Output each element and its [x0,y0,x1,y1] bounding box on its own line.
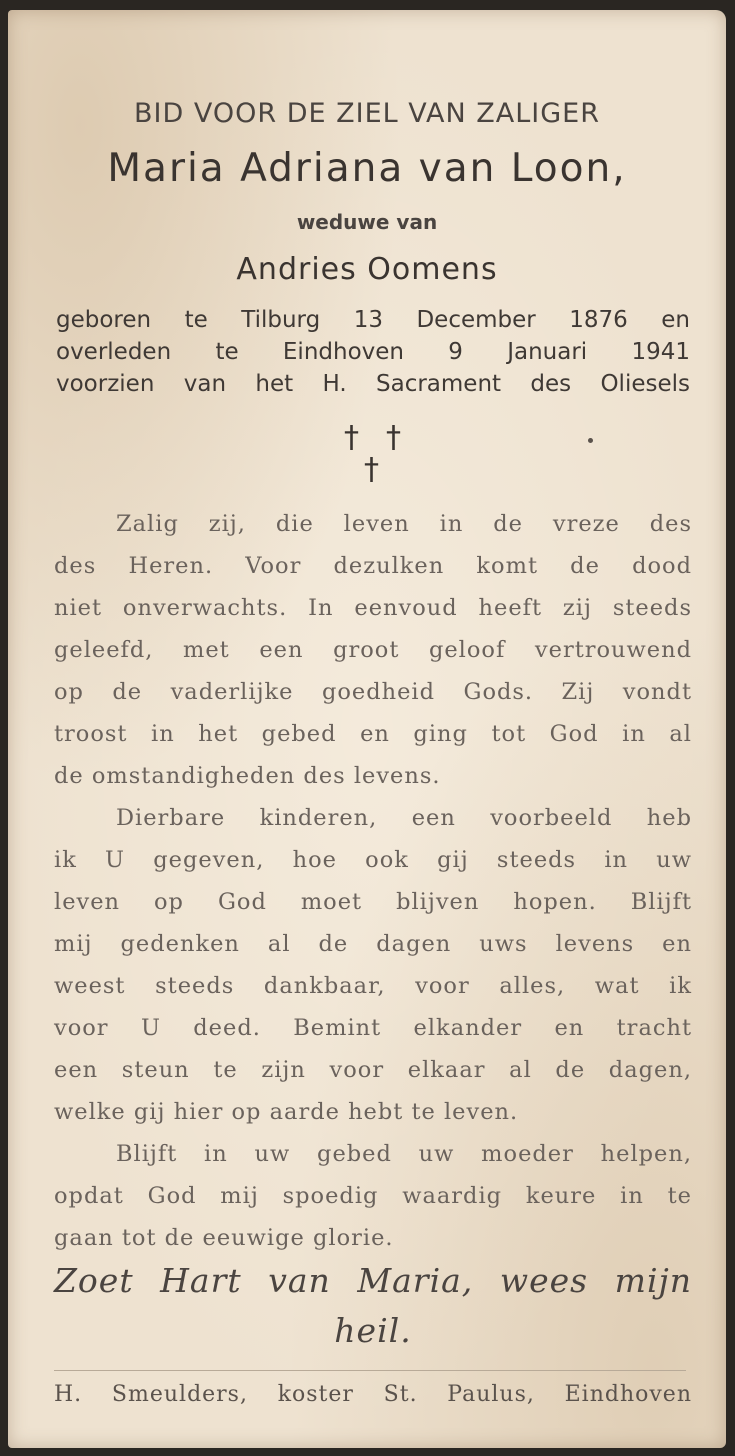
husband-name: Andries Oomens [236,252,498,287]
text-line: troost in het gebed en ging tot God in al [54,721,692,747]
text-line: Zalig zij, die leven in de vreze des [116,511,692,537]
text-line: de omstandigheden des levens. [54,763,441,789]
text-line: ik U gegeven, hoe ook gij steeds in uw [54,847,692,873]
widow-of-label: weduwe van [296,210,438,234]
card-heading: BID VOOR DE ZIEL VAN ZALIGER [134,98,600,129]
cross-icon: † [364,452,379,487]
cross-icon: † [386,420,401,455]
invocation-line: Zoet Hart van Maria, wees mijn [54,1261,692,1300]
text-line: niet onverwachts. In eenvoud heeft zij steeds [54,595,692,621]
crosses-ornament [308,415,428,495]
text-line: voor U deed. Bemint elkander en tracht [54,1015,692,1041]
text-line: opdat God mij spoedig waardig keure in te [54,1183,692,1209]
printer-credit: H. Smeulders, koster St. Paulus, Eindhoven [54,1382,692,1407]
memorial-card [8,10,726,1448]
deceased-name: Maria Adriana van Loon, [107,146,627,191]
sacrament-line: voorzien van het H. Sacrament des Oliesels [56,371,690,397]
divider [54,1370,686,1371]
death-line: overleden te Eindhoven 9 Januari 1941 [56,339,690,365]
birth-death-details [56,304,690,400]
text-line: een steun te zijn voor elkaar al de dagen, [54,1057,692,1083]
text-line: Dierbare kinderen, een voorbeeld heb [116,805,692,831]
paragraph-3 [54,1133,692,1259]
text-line: weest steeds dankbaar, voor alles, wat ik [54,973,692,999]
text-line: mij gedenken al de dagen uws levens en [54,931,692,957]
text-line: leven op God moet blijven hopen. Blijft [54,889,692,915]
paragraph-1 [54,503,692,797]
text-line: des Heren. Voor dezulken komt de dood [54,553,692,579]
text-line: welke gij hier op aarde hebt te leven. [54,1099,519,1125]
invocation [54,1256,692,1356]
cross-icon: † [344,420,359,455]
ink-dot [588,438,593,443]
prayer-text [54,503,692,1259]
birth-line: geboren te Tilburg 13 December 1876 en [56,307,690,333]
text-line: gaan tot de eeuwige glorie. [54,1225,394,1251]
invocation-line: heil. [334,1311,412,1350]
paragraph-2 [54,797,692,1133]
text-line: geleefd, met een groot geloof vertrouwend [54,637,692,663]
text-line: op de vaderlijke goedheid Gods. Zij vondt [54,679,692,705]
text-line: Blijft in uw gebed uw moeder helpen, [116,1141,692,1167]
